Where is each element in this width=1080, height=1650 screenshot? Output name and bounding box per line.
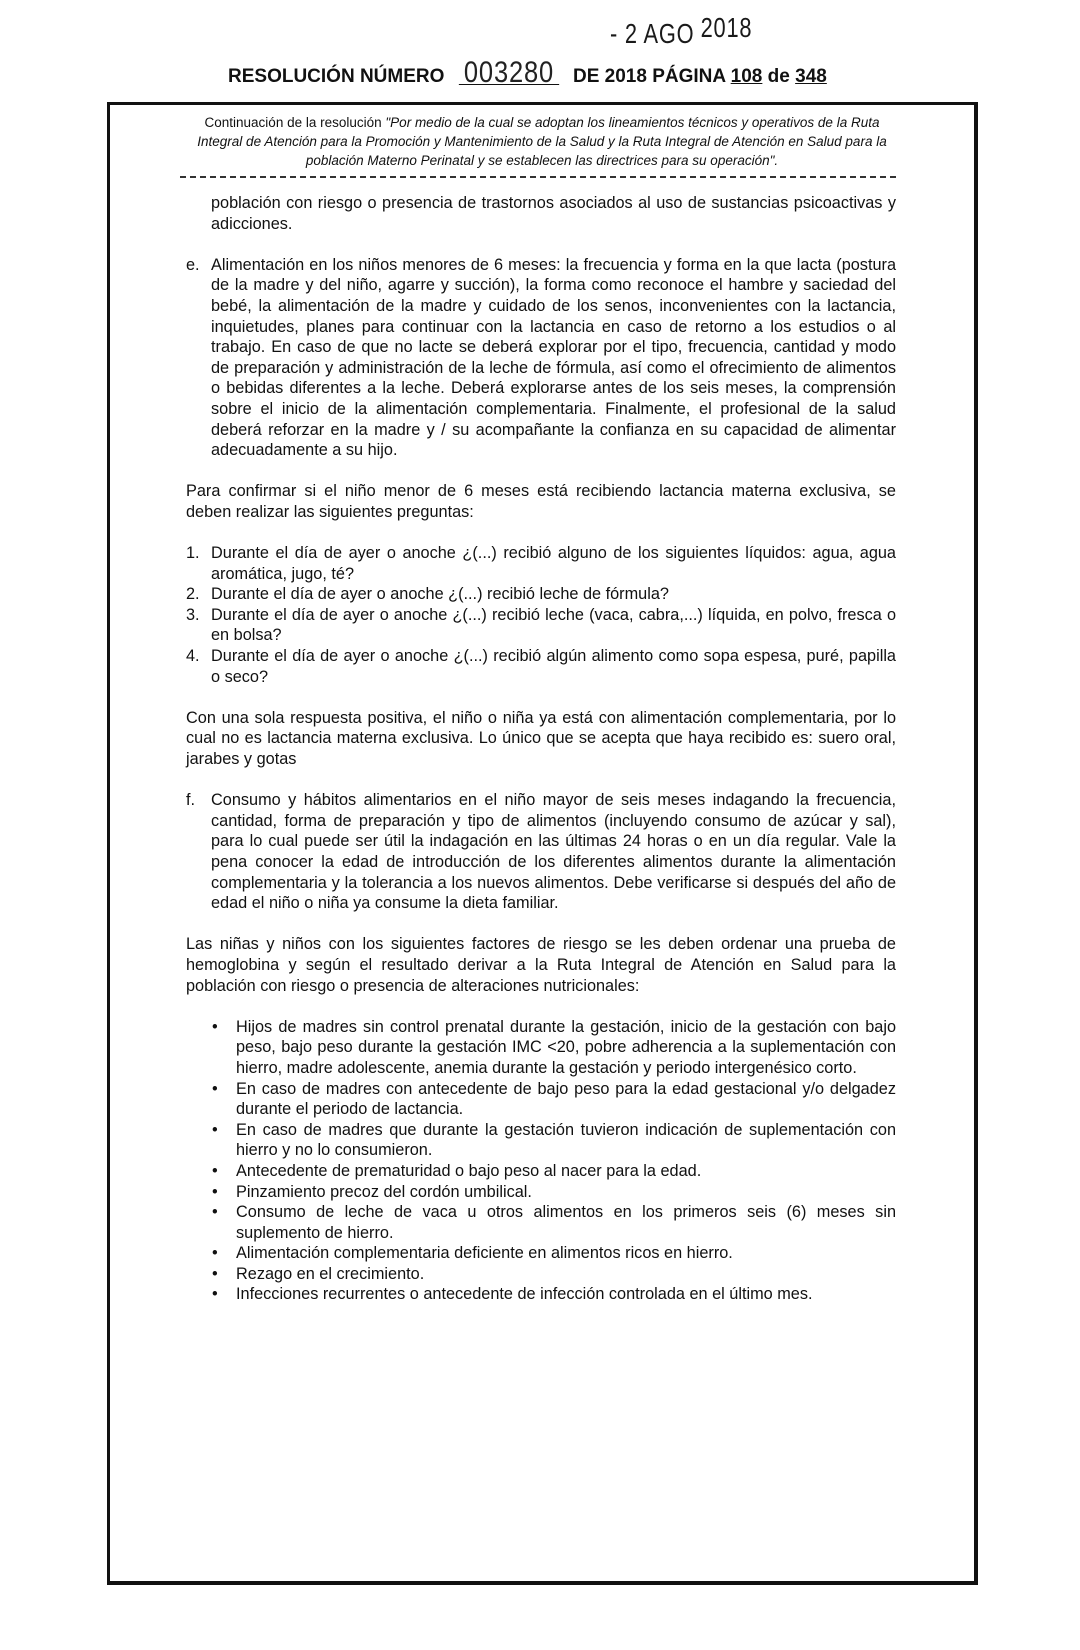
item-f [186, 790, 896, 914]
risk-intro: Las niñas y niños con los siguientes factores de riesgo se les deben ordenar una prueba de hemoglobina y según el resultado derivar a la Ruta Integral de Atención en Salud para la población con riesgo o presencia de alteraciones nutricionales: [186, 935, 896, 995]
risk-factor-item: • Consumo de leche de vaca u otros alimentos en los primeros seis (6) meses sin suplemento de hierro. [212, 1203, 896, 1242]
item-e-text: Alimentación en los niños menores de 6 meses: la frecuencia y forma en la que lacta (postura de la madre y del niño, agarre y succión), la forma como reconoce el hambre y saciedad del bebé, la alimentación de la madre y cuidado de los senos, inconvenientes con la lactancia, inquietudes, planes para continuar con la lactancia en caso de retorno a los estudios o al trabajo. En caso de que no lacte se deberá explorar por el tipo, frecuencia, cantidad y modo de preparación y administración de la leche de fórmula, así como el ofrecimiento de alimentos o bebidas diferentes a la leche. Deberá explorarse antes de los seis meses, la comprensión sobre el inicio de la alimentación complementaria. Finalmente, el profesional de la salud deberá reforzar en la madre y / su acompañante la confianza en su capacidad de alimentar adecuadamente a su hijo. [211, 255, 896, 460]
risk-factor-item: • Infecciones recurrentes o antecedente de infección controlada en el último mes. [212, 1285, 813, 1304]
bullet-icon: • [212, 1182, 218, 1201]
stamp-date: - 2 AGO [610, 18, 695, 49]
bullet-icon: • [212, 1264, 218, 1283]
bullet-icon: • [212, 1285, 218, 1304]
bullet-icon: • [212, 1244, 218, 1263]
bullet-icon: • [212, 1079, 218, 1098]
item-e-label: e. [186, 255, 200, 274]
dashed-separator [180, 176, 896, 178]
item-e [186, 255, 896, 461]
bullet-icon: • [212, 1120, 218, 1139]
risk-factors-list [186, 1017, 896, 1305]
document-body [186, 193, 896, 1305]
risk-factor-item: • Pinzamiento precoz del cordón umbilical. [212, 1182, 532, 1201]
positive-answer-note: Con una sola respuesta positiva, el niño o niña ya está con alimentación complementaria, por lo cual no es lactancia materna exclusiva. Lo único que se acepta que haya recibido es: suero oral, jarabes y gotas [186, 708, 896, 769]
risk-factor-item: • Alimentación complementaria deficiente en alimentos ricos en hierro. [212, 1244, 733, 1263]
risk-factor-item: • Rezago en el crecimiento. [212, 1264, 425, 1283]
question-item: 1. Durante el día de ayer o anoche ¿(...) recibió alguno de los siguientes líquidos: agua, agua aromática, jugo, té? [186, 544, 896, 583]
bullet-icon: • [212, 1203, 218, 1222]
total-pages: 348 [795, 66, 827, 87]
page-header [0, 0, 1080, 100]
continuation-title: "Por medio de la cual se adoptan los lineamientos técnicos y operativos de la Ruta Integral de Atención para la Promoción y Mantenimiento de la Salud y la Ruta Integral de Atención en Salud para la población Materno Perinatal y se establecen las directrices para su operación". [197, 115, 887, 168]
resolution-title [228, 56, 827, 89]
risk-factor-item: • En caso de madres con antecedente de bajo peso para la edad gestacional y/o delgadez durante el periodo de lactancia. [212, 1079, 896, 1119]
resolution-number: 003280 [459, 62, 559, 85]
title-prefix: RESOLUCIÓN NÚMERO [228, 66, 445, 87]
continuation-lead: Continuación de la resolución [204, 115, 386, 130]
stamp-year: 2018 [700, 12, 753, 43]
bullet-icon: • [212, 1017, 218, 1036]
risk-factor-item: • Hijos de madres sin control prenatal durante la gestación, inicio de la gestación con bajo peso, bajo peso durante la gestación IMC <20, pobre adherencia a la suplementación con hierro, madre adolescente, anemia durante la gestación y periodo intergenésico corto. [212, 1017, 896, 1077]
question-item: 4. Durante el día de ayer o anoche ¿(...) recibió algún alimento como sopa espesa, puré, papilla o seco? [186, 647, 896, 686]
date-stamp [610, 12, 753, 50]
risk-factor-item: • En caso de madres que durante la gestación tuvieron indicación de suplementación con hierro y no lo consumieron. [212, 1120, 896, 1160]
questions-intro: Para confirmar si el niño menor de 6 meses está recibiendo lactancia materna exclusiva, se deben realizar las siguientes preguntas: [186, 482, 896, 521]
title-middle: DE 2018 PÁGINA [572, 66, 726, 87]
document-frame [107, 102, 978, 1585]
question-item: 3. Durante el día de ayer o anoche ¿(...) recibió leche (vaca, cabra,...) líquida, en polvo, fresca o en bolsa? [186, 605, 896, 645]
intro-continuation: población con riesgo o presencia de trastornos asociados al uso de sustancias psicoactivas y adicciones. [211, 194, 896, 233]
question-item: 2. Durante el día de ayer o anoche ¿(...) recibió leche de fórmula? [186, 585, 669, 604]
page-separator: de [767, 66, 790, 87]
item-f-text: Consumo y hábitos alimentarios en el niño mayor de seis meses indagando la frecuencia, cantidad, forma de preparación y tipo de alimentos (incluyendo consumo de azúcar y sal), para lo cual puede ser útil la indagación en las últimas 24 horas o en un día regular. Vale la pena conocer la edad de introducción de los diferentes alimentos durante la alimentación complementaria y la tolerancia a los nuevos alimentos. Debe verificarse si después del año de edad el niño o niña ya consume la dieta familiar. [211, 791, 896, 913]
item-f-label: f. [186, 791, 196, 810]
questions-list [186, 543, 896, 687]
bullet-icon: • [212, 1161, 218, 1180]
page-number: 108 [730, 66, 763, 87]
risk-factor-item: • Antecedente de prematuridad o bajo peso al nacer para la edad. [212, 1161, 702, 1180]
continuation-header [110, 113, 974, 170]
